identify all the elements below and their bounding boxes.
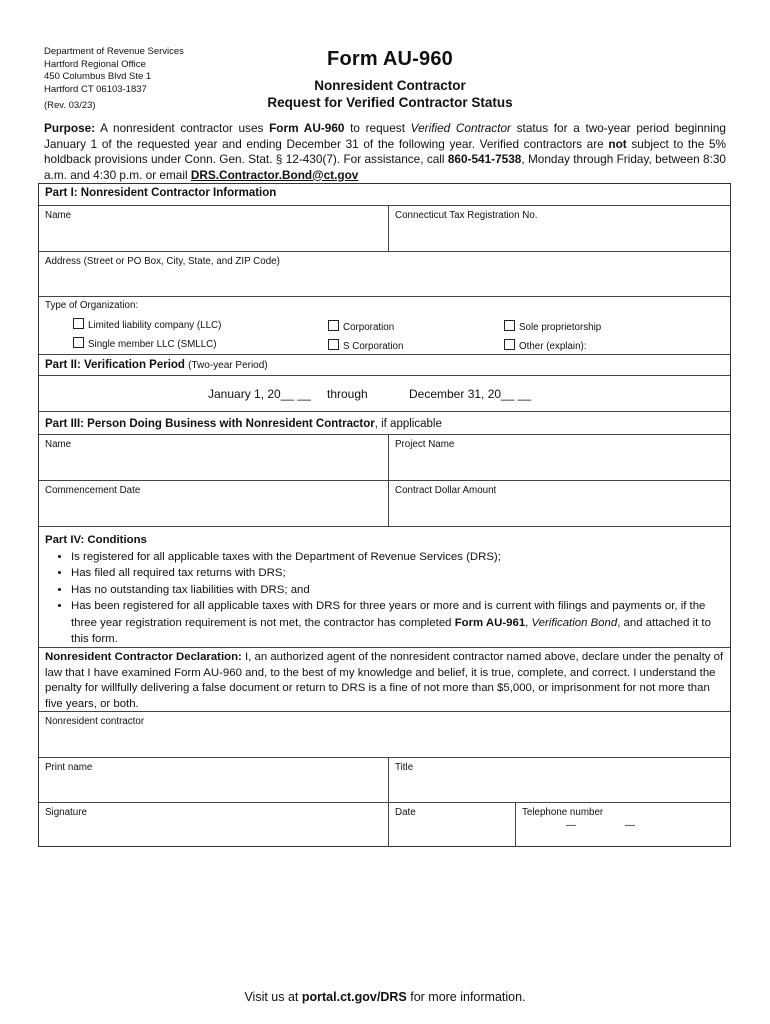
agency-line: Hartford CT 06103-1837 [44, 83, 147, 95]
condition-item: • Has filed all required tax returns with DRS; [71, 565, 725, 582]
purpose-text: A nonresident contractor uses [95, 121, 270, 135]
purpose-label: Purpose: [44, 121, 96, 135]
condition-sep: , [525, 616, 532, 629]
footer-text: for more information. [406, 990, 526, 1004]
form-frame [38, 183, 731, 847]
commencement-date-field[interactable]: Commencement Date [45, 485, 141, 496]
form-subtitle [250, 77, 530, 111]
condition-item [71, 598, 725, 648]
phone-blank: — [625, 820, 635, 831]
footer [0, 990, 770, 1004]
nonresident-contractor-field[interactable]: Nonresident contractor [45, 716, 145, 727]
date-field[interactable]: Date [395, 807, 416, 818]
checkbox-sole-proprietorship[interactable] [504, 320, 601, 333]
checkbox-icon[interactable] [504, 320, 515, 331]
agency-line: Hartford Regional Office [44, 58, 146, 70]
conditions-list [45, 549, 725, 648]
checkbox-s-corporation[interactable] [328, 339, 403, 352]
purpose-text: to request [344, 121, 411, 135]
checkbox-icon[interactable] [73, 337, 84, 348]
checkbox-label: Limited liability company (LLC) [88, 320, 222, 331]
agency-address [44, 46, 184, 113]
checkbox-llc[interactable] [73, 318, 221, 331]
condition-form-ref: Form AU-961 [454, 616, 526, 629]
title-block [250, 48, 530, 111]
purpose-text: subject to the 5% holdback provisions under Conn. Gen. Stat. § 12-430(7). For assistance, call [44, 136, 727, 166]
print-name-field[interactable]: Print name [45, 762, 93, 773]
checkbox-icon[interactable] [328, 320, 339, 331]
period-end-field[interactable]: December 31, 20__ __ [409, 387, 532, 401]
condition-item: • Has no outstanding tax liabilities with DRS; and [71, 582, 725, 599]
checkbox-label: Other (explain): [519, 341, 587, 352]
subtitle-line: Nonresident Contractor [314, 78, 466, 93]
period-start-field[interactable]: January 1, 20__ __ [208, 387, 311, 401]
telephone-field[interactable]: Telephone number [522, 807, 604, 818]
address-field[interactable]: Address (Street or PO Box, City, State, and ZIP Code) [45, 256, 280, 267]
footer-link[interactable]: portal.ct.gov/DRS [301, 990, 407, 1004]
purpose-status-term: Verified Contractor [410, 121, 511, 135]
part2-title: Part II: Verification Period [45, 359, 185, 371]
agency-line: Department of Revenue Services [44, 46, 184, 57]
contractor-name-field[interactable]: Name [45, 210, 72, 221]
checkbox-other[interactable] [504, 339, 587, 352]
part1-heading: Part I: Nonresident Contractor Information [45, 187, 277, 199]
tax-registration-field[interactable]: Connecticut Tax Registration No. [395, 210, 538, 221]
checkbox-icon[interactable] [73, 318, 84, 329]
footer-text: Visit us at [244, 990, 302, 1004]
contract-amount-field[interactable]: Contract Dollar Amount [395, 485, 497, 496]
signature-field[interactable]: Signature [45, 807, 87, 818]
checkbox-label: Single member LLC (SMLLC) [88, 339, 217, 350]
period-through: through [327, 387, 368, 401]
part3-suffix: , if applicable [374, 418, 442, 430]
part3-heading [45, 418, 442, 430]
condition-text: Has been registered for all applicable taxes with DRS for three years or more and is current with filings and payments or, if the three year registration requirement is not met, the contractor has completed [71, 600, 706, 629]
checkbox-label: Corporation [343, 322, 395, 333]
checkbox-corporation[interactable] [328, 320, 394, 333]
checkbox-label: S Corporation [343, 341, 404, 352]
org-type-label: Type of Organization: [45, 300, 139, 311]
checkbox-smllc[interactable] [73, 337, 217, 350]
part4-conditions [45, 532, 725, 648]
part2-heading [45, 359, 268, 371]
subtitle-line: Request for Verified Contractor Status [267, 95, 513, 110]
condition-end: , and attached it to this form. [71, 616, 711, 645]
part2-note: (Two-year Period) [188, 360, 268, 371]
purpose-text: status for a two-year period beginning January 1 of the requested year and ending December 31 of the following year. Verified contractors are [44, 121, 726, 151]
revision-date: (Rev. 03/23) [44, 100, 96, 111]
business-name-field[interactable]: Name [45, 439, 72, 450]
checkbox-label: Sole proprietorship [519, 322, 602, 333]
purpose-not-word: not [608, 136, 627, 151]
phone-blank: — [566, 820, 576, 831]
condition-form-title: Verification Bond [531, 616, 618, 629]
condition-item: • Is registered for all applicable taxes with the Department of Revenue Services (DRS); [71, 549, 725, 566]
agency-line: 450 Columbus Blvd Ste 1 [44, 71, 152, 82]
checkbox-icon[interactable] [504, 339, 515, 350]
title-field[interactable]: Title [395, 762, 414, 773]
part3-title: Part III: Person Doing Business with Nonresident Contractor [45, 418, 375, 430]
part4-heading: Part IV: Conditions [45, 534, 147, 546]
purpose-phone: 860-541-7538 [447, 152, 522, 166]
declaration-paragraph [45, 650, 725, 712]
form-title: Form AU-960 [327, 48, 453, 70]
project-name-field[interactable]: Project Name [395, 439, 455, 450]
purpose-form-ref: Form AU-960 [269, 121, 345, 135]
purpose-email-link[interactable]: DRS.Contractor.Bond@ct.gov [190, 167, 359, 182]
purpose-text: , Monday through Friday, between 8:30 a.m. and 4:30 p.m. or email [44, 152, 726, 182]
declaration-text: I, an authorized agent of the nonresident contractor named above, declare under the penalty of law that I have examined Form AU-960 and, to the best of my knowledge and belief, it is true, complete, and correct. I understand the penalty for willfully delivering a false document or return to DRS is a fine of not more than $5,000, or imprisonment for not more than five years, or both. [45, 651, 724, 710]
declaration-label: Nonresident Contractor Declaration: [45, 651, 242, 663]
purpose-paragraph [44, 121, 726, 183]
checkbox-icon[interactable] [328, 339, 339, 350]
